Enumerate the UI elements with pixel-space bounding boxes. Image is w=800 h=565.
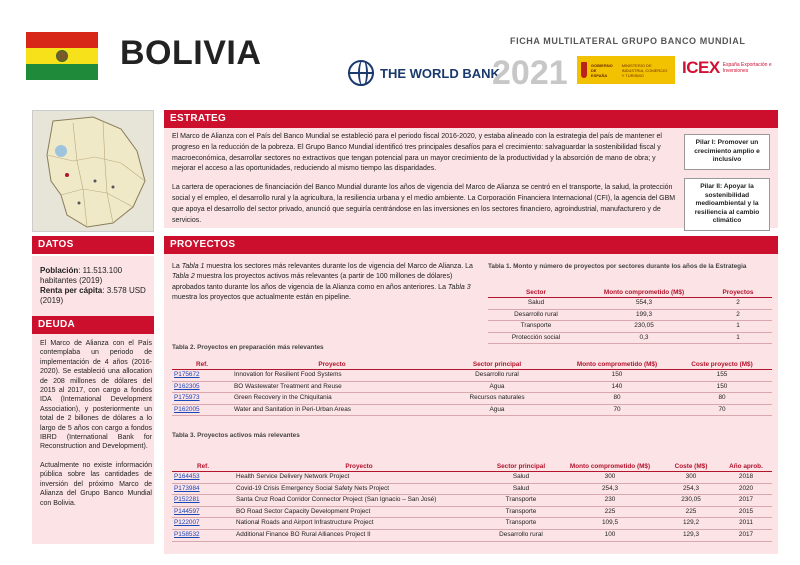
table-cell: Water and Sanitation in Peri-Urban Areas [232, 404, 432, 416]
table-cell: Salud [484, 483, 558, 495]
table-cell: 70 [672, 404, 772, 416]
coat-of-arms-icon [56, 50, 68, 62]
intro-text-d: muestra los proyectos que actualmente están en pipeline. [172, 294, 351, 302]
table-cell: 230,05 [662, 495, 720, 507]
project-ref-link[interactable]: P152281 [172, 495, 234, 507]
table-cell: 80 [562, 393, 672, 405]
pilar-2-box: Pilar II: Apoyar la sostenibilidad medioambiental y la resiliencia al cambio climático [684, 178, 770, 231]
table-cell: 2017 [720, 529, 772, 541]
table-row [172, 495, 772, 507]
deuda-paragraph-2: Actualmente no existe información pública sobre las cantidades de inversión del próximo Marco de Alianza del Grupo Banco Mundial con Bolivia. [40, 461, 152, 507]
intro-text-a: La [172, 263, 182, 270]
table1-header: Monto comprometido (M$) [584, 288, 704, 298]
table-cell: BO Wastewater Treatment and Reuse [232, 381, 432, 393]
project-ref-link[interactable]: P175973 [172, 393, 232, 405]
estrategia-paragraph-2: La cartera de operaciones de financiación del Banco Mundial durante los años de vigencia del Marco de Alianza se centró en el transporte, la salud, la protección social y el empleo, el desarrollo rural y la agricultura, la resiliencia urbana y el medio ambiente. La Corporación Financiera Internacional (CFI), la agencia del GBM que apoya el desarrollo del sector privado, anunció que seguiría centrándose en las inversiones en los sectores financiero, agroindustrial, manufacturero y de servicios. [172, 184, 676, 224]
table3-header: Sector principal [484, 462, 558, 472]
project-ref-link[interactable]: P162305 [172, 381, 232, 393]
table-cell: Transporte [484, 518, 558, 530]
poblacion-value: : 11.513.100 habitantes (2019) [40, 266, 123, 285]
project-ref-link[interactable]: P158532 [172, 529, 234, 541]
table3-header: Monto comprometido (M$) [558, 462, 662, 472]
table3-header: Proyecto [234, 462, 484, 472]
table-row [488, 332, 772, 344]
pilar-1-box: Pilar I: Promover un crecimiento amplio e inclusivo [684, 134, 770, 170]
table-cell: 2020 [720, 483, 772, 495]
project-ref-link[interactable]: P162005 [172, 404, 232, 416]
table-cell: Desarrollo rural [484, 529, 558, 541]
table-cell: Innovation for Resilient Food Systems [232, 370, 432, 382]
table1-header-row [488, 288, 772, 298]
table-cell: 199,3 [584, 309, 704, 321]
table-row [172, 506, 772, 518]
estrategia-paragraph-1: El Marco de Alianza con el País del Banco Mundial se estableció para el periodo fiscal 2016-2020, y estaba alineado con la estrategia del país de mantener el progreso en la reducción de la pobreza. El Grupo Banco Mundial identificó tres principales desafíos para el crecimiento: salvaguardar la sostenibilidad fiscal y macroeconómica, desarrollar sectores no extractivos que tengan potencial para un mayor crecimiento de la productividad y la absorción de mano de obra; y mejorar el acceso a las oportunidades, reduciendo al mismo tiempo las disparidades. [172, 133, 662, 173]
table-cell: 254,3 [662, 483, 720, 495]
table-cell: Agua [432, 404, 562, 416]
table-cell: Transporte [484, 495, 558, 507]
table-cell: Protección social [488, 332, 584, 344]
table-cell: 70 [562, 404, 672, 416]
icex-subtitle: España Exportación e Inversiones [722, 62, 772, 74]
renta-label: Renta per cápita [40, 286, 103, 295]
table2 [172, 360, 772, 416]
intro-tabla-1: Tabla 1 [181, 263, 205, 270]
table3-caption: Tabla 3. Proyectos activos más relevantes [172, 432, 300, 439]
proyectos-intro [172, 262, 484, 304]
table-cell: 150 [562, 370, 672, 382]
table-row [172, 393, 772, 405]
table-row [172, 529, 772, 541]
poblacion-label: Población [40, 266, 79, 275]
table-cell: Covid-19 Crisis Emergency Social Safety Nets Project [234, 483, 484, 495]
table2-header: Monto comprometido (M$) [562, 360, 672, 370]
table2-caption: Tabla 2. Proyectos en preparación más relevantes [172, 344, 324, 351]
country-title: BOLIVIA [120, 34, 262, 72]
table-cell: 150 [672, 381, 772, 393]
table-row [172, 370, 772, 382]
gobierno-text: GOBIERNO DE ESPAÑA [590, 62, 613, 78]
table-cell: Additional Finance BO Rural Alliances Project II [234, 529, 484, 541]
table-cell: National Roads and Airport Infrastructure Project [234, 518, 484, 530]
table-cell: 2017 [720, 495, 772, 507]
table-cell: 129,2 [662, 518, 720, 530]
datos-header: DATOS [32, 236, 154, 254]
table3-header: Año aprob. [720, 462, 772, 472]
icex-logo [682, 58, 778, 78]
table3 [172, 462, 772, 542]
table-cell: 225 [558, 506, 662, 518]
table-cell: 554,3 [584, 298, 704, 310]
bolivia-flag [26, 32, 98, 80]
table-cell: 80 [672, 393, 772, 405]
table-cell: 2015 [720, 506, 772, 518]
table-cell: 300 [558, 472, 662, 484]
table-row [172, 404, 772, 416]
table-cell: Desarrollo rural [432, 370, 562, 382]
intro-tabla-2: Tabla 2 [172, 273, 195, 281]
world-bank-logo [348, 60, 500, 86]
table-cell: 2 [704, 298, 772, 310]
ministry-text: MINISTERIO DE INDUSTRIA, COMERCIO Y TURISMO [621, 62, 668, 78]
table1 [488, 288, 772, 344]
table-cell: 2011 [720, 518, 772, 530]
table1-header: Proyectos [704, 288, 772, 298]
deuda-header: DEUDA [32, 316, 154, 334]
proyectos-header: PROYECTOS [164, 236, 778, 254]
table-row [172, 518, 772, 530]
intro-tabla-3: Tabla 3 [447, 283, 471, 291]
estrategia-header: ESTRATEG [164, 110, 778, 128]
table-cell: 225 [662, 506, 720, 518]
gobierno-espana-logo [577, 56, 675, 84]
table-cell: Health Service Delivery Network Project [234, 472, 484, 484]
project-ref-link[interactable]: P173984 [172, 483, 234, 495]
bolivia-map [32, 110, 154, 232]
table-cell: 109,5 [558, 518, 662, 530]
project-ref-link[interactable]: P164453 [172, 472, 234, 484]
table-cell: 0,3 [584, 332, 704, 344]
table-cell: Agua [432, 381, 562, 393]
table3-header: Coste (M$) [662, 462, 720, 472]
table-cell: Green Recovery in the Chiquitania [232, 393, 432, 405]
table1-caption: Tabla 1. Monto y número de proyectos por sectores durante los años de la Estrategia [488, 263, 747, 270]
table-cell: Desarrollo rural [488, 309, 584, 321]
table2-header-row [172, 360, 772, 370]
table-cell: 155 [672, 370, 772, 382]
table-cell: 1 [704, 321, 772, 333]
table-cell: 2 [704, 309, 772, 321]
project-ref-link[interactable]: P144597 [172, 506, 234, 518]
spain-shield-icon [581, 62, 587, 78]
table-cell: 2018 [720, 472, 772, 484]
table-cell: 254,3 [558, 483, 662, 495]
table2-header: Sector principal [432, 360, 562, 370]
table-cell: Transporte [484, 506, 558, 518]
sheet-subtitle: FICHA MULTILATERAL GRUPO BANCO MUNDIAL [510, 36, 746, 46]
intro-text-c: muestra los proyectos activos más relevantes (a partir de 100 millones de dólares) aprobados tanto durante los años de vigencia de la Alianza como en años anteriores. La [172, 273, 453, 291]
datos-content [40, 266, 152, 306]
table-cell: 100 [558, 529, 662, 541]
world-bank-logo-text: THE WORLD BANK [380, 65, 500, 81]
table-cell: 230,05 [584, 321, 704, 333]
table-row [488, 298, 772, 310]
table-cell: Transporte [488, 321, 584, 333]
icex-logo-text: ICEX [682, 58, 720, 77]
table-row [488, 309, 772, 321]
table-cell: 129,3 [662, 529, 720, 541]
table-cell: Salud [484, 472, 558, 484]
intro-text-b: muestra los sectores más relevantes durante los de vigencia del Marco de Alianza. La [204, 263, 473, 270]
table-cell: 140 [562, 381, 672, 393]
deuda-content [40, 339, 152, 517]
table-row [488, 321, 772, 333]
table-cell: 1 [704, 332, 772, 344]
renta-value: : 3.578 USD (2019) [40, 286, 146, 305]
table-cell: BO Road Sector Capacity Development Project [234, 506, 484, 518]
globe-icon [348, 60, 374, 86]
table-cell: Salud [488, 298, 584, 310]
table2-header: Coste proyecto (M$) [672, 360, 772, 370]
table1-header: Sector [488, 288, 584, 298]
table2-header: Proyecto [232, 360, 432, 370]
table-cell: Santa Cruz Road Corridor Connector Project (San Ignacio – San José) [234, 495, 484, 507]
year-label: 2021 [492, 54, 568, 92]
table-row [172, 483, 772, 495]
table3-header: Ref. [172, 462, 234, 472]
project-ref-link[interactable]: P122007 [172, 518, 234, 530]
table-cell: 230 [558, 495, 662, 507]
table-cell: 300 [662, 472, 720, 484]
table-cell: Recursos naturales [432, 393, 562, 405]
fact-sheet-page [22, 14, 778, 554]
estrategia-content [172, 132, 680, 234]
table-row [172, 381, 772, 393]
table3-header-row [172, 462, 772, 472]
deuda-paragraph-1: El Marco de Alianza con el País contemplaba un periodo de implementación de 4 años (2016-2020). Se estableció una allocation de 208 millones de dólares del 2015 al 2017, con cargo a fondos IDA (International Development Association), y posteriormente un total de 2 billones de dólares a lo largo de 5 años con cargo a fondos IBRD (International Bank for Reconstruction and Development). [40, 340, 152, 451]
project-ref-link[interactable]: P175672 [172, 370, 232, 382]
table2-header: Ref. [172, 360, 232, 370]
table-row [172, 472, 772, 484]
